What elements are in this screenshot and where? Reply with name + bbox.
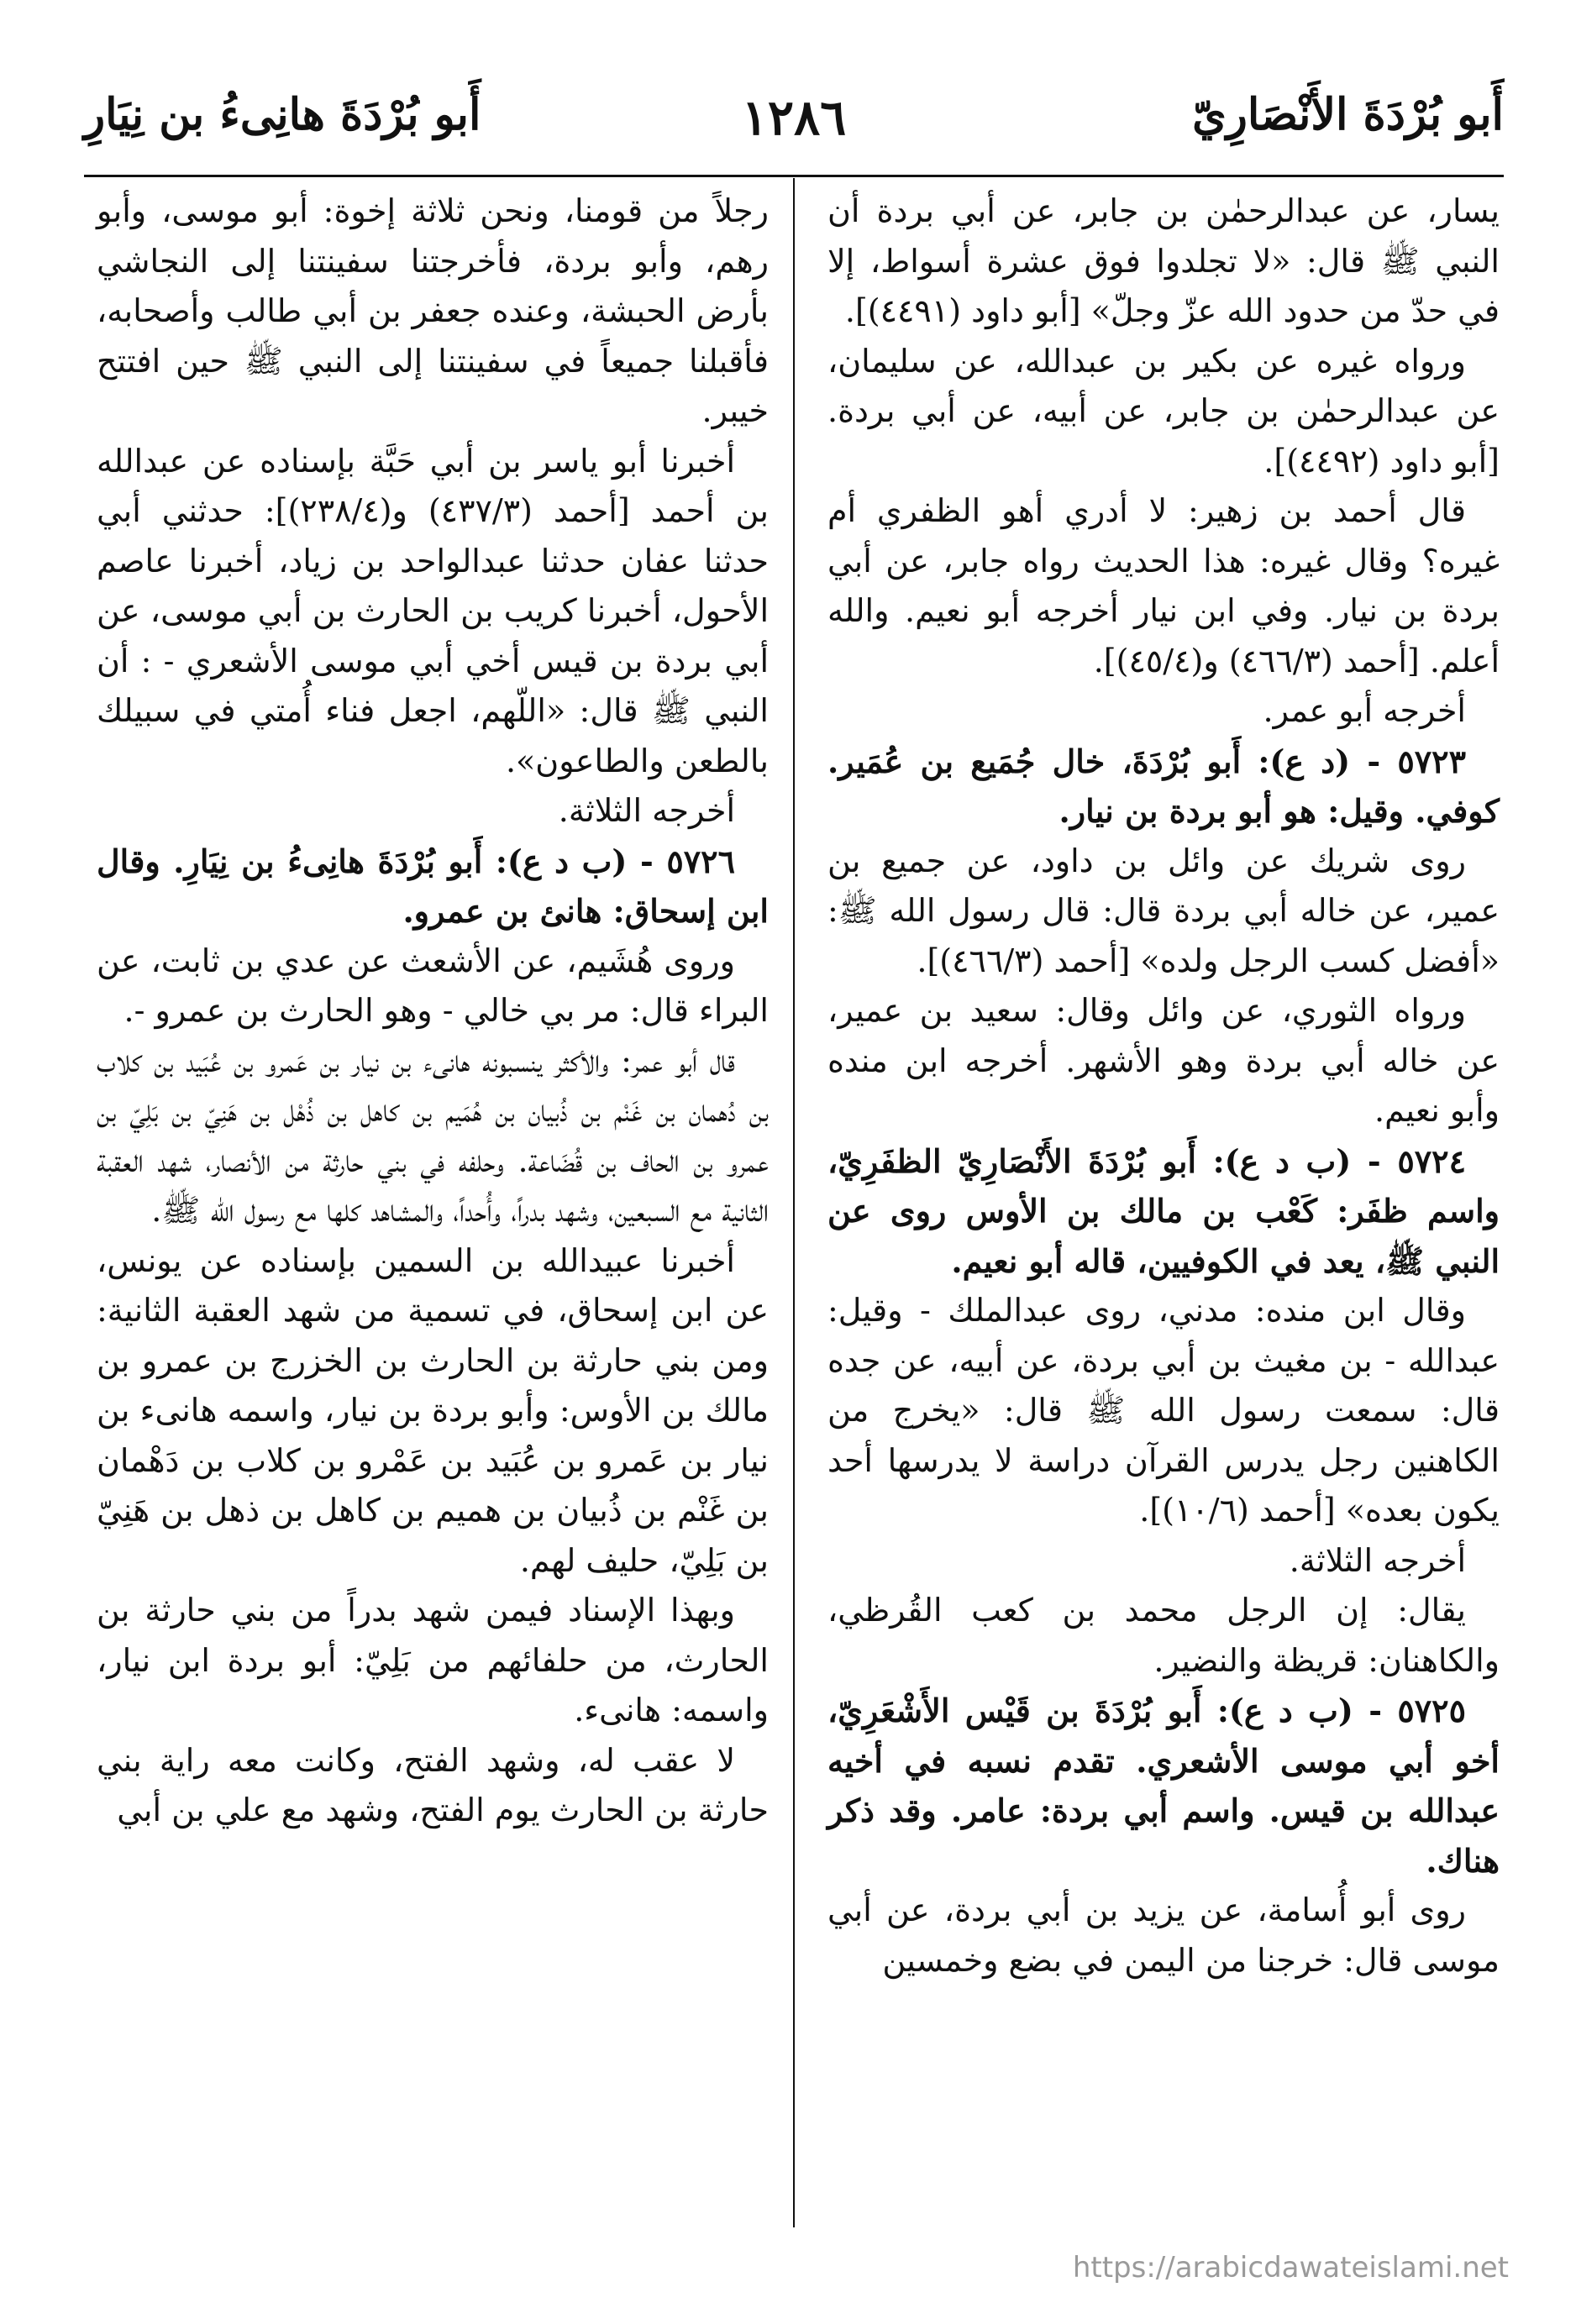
entry-heading-5726: ٥٧٢٦ - (ب د ع): أَبو بُرْدَةَ هانِىءُ بن نِيَارِ. وقال ابن إسحاق: هانئ بن عمرو. (97, 842, 769, 930)
paragraph: قال أبو عمر: والأكثر ينسبونه هانىء بن نيار بن عَمرو بن عُبَيد بن كلاب بن دُهمان بن غَنْم بن ذُبيان بن هُمَيم بن كاهل بن ذُهْل بن هَنِيّ بن بَلِيّ بن عمرو بن الحاف بن قُضَاعة. وحلفه في بني حارثة من الأنصار، شهد العقبة الثانية مع السبعين، وشهد بدراً، وأُحداً، والمشاهد كلها مع رسول الله ﷺ. (97, 1041, 769, 1229)
entry-heading-5723: ٥٧٢٣ - (د ع): أَبو بُرْدَةَ، خال جُمَيع بن عُمَير. كوفي. وقيل: هو أبو بردة بن نيار. (827, 742, 1500, 830)
paragraph: لا عقب له، وشهد الفتح، وكانت معه راية بني حارثة بن الحارث يوم الفتح، وشهد مع علي بن أبي (97, 1741, 769, 1828)
entry-heading-5724: ٥٧٢٤ - (ب د ع): أَبو بُرْدَةَ الأَنْصَارِيّ الظفَرِيّ، واسم ظفَر: كَعْب بن مالك بن الأوس روى عن النبي ﷺ، يعد في الكوفيين، قاله أبو نعيم. (827, 1141, 1500, 1280)
entry-heading-5725: ٥٧٢٥ - (ب د ع): أَبو بُرْدَةَ بن قَيْس الأَشْعَرِيّ، أخو أبي موسى الأشعري. تقدم نسبه في أخيه عبدالله بن قيس. واسم أبي بردة: عامر. وقد ذكر هناك. (827, 1692, 1500, 1880)
paragraph: روى شريك عن وائل بن داود، عن جميع بن عمير، عن خاله أبي بردة قال: قال رسول الله ﷺ: «أفضل كسب الرجل ولده» [أحمد (٤٦٦/٣)]. (827, 842, 1500, 979)
paragraph: رجلاً من قومنا، ونحن ثلاثة إخوة: أبو موسى، وأبو رهم، وأبو بردة، فأخرجتنا سفينتنا إلى النجاشي بأرض الحبشة، وعنده جعفر بن أبي طالب وأصحابه، فأقبلنا جميعاً في سفينتنا إلى النبي ﷺ حين افتتح خيبر. (97, 192, 769, 429)
left-column (97, 186, 769, 1836)
paragraph: ورواه الثوري، عن وائل وقال: سعيد بن عمير، عن خاله أبي بردة وهو الأشهر. أخرجه ابن منده وأبو نعيم. (827, 992, 1500, 1129)
paragraph: ورواه غيره عن بكير بن عبدالله، عن سليمان، عن عبدالرحمٰن بن جابر، عن أبيه، عن أبي بردة. [أبو داود (٤٤٩٢)]. (827, 342, 1500, 480)
page-number: ١٢٨٦ (741, 89, 847, 146)
paragraph: يقال: إن الرجل محمد بن كعب القُرظي، والكاهنان: قريظة والنضير. (827, 1592, 1500, 1679)
header-rule (84, 175, 1504, 177)
page-header (84, 84, 1504, 176)
paragraph: أخرجه أبو عمر. (1263, 692, 1466, 729)
running-title-left: أَبو بُرْدَةَ هانِىءُ بن نِيَارِ (84, 89, 481, 140)
watermark: https://arabicdawateislami.net (1072, 2251, 1509, 2285)
paragraph: وبهذا الإسناد فيمن شهد بدراً من بني حارثة بن الحارث، من حلفائهم من بَلِيّ: أبو بردة ابن نيار، واسمه: هانىء. (97, 1592, 769, 1729)
running-title-right: أَبو بُرْدَةَ الأَنْصَارِيّ (1192, 89, 1504, 140)
paragraph: وقال ابن منده: مدني، روى عبدالملك - وقيل: عبدالله - بن مغيث بن أبي بردة، عن أبيه، عن جده قال: سمعت رسول الله ﷺ قال: «يخرج من الكاهنين رجل يدرس القرآن دراسة لا يدرسها أحد يكون بعده» [أحمد (١٠/٦)]. (827, 1292, 1500, 1529)
paragraph: أخرجه الثلاثة. (558, 792, 735, 829)
column-divider (793, 178, 795, 2227)
paragraph: قال أحمد بن زهير: لا أدري أهو الظفري أم غيره؟ وقال غيره: هذا الحديث رواه جابر، عن أبي بردة بن نيار. وفي ابن نيار أخرجه أبو نعيم. والله أعلم. [أحمد (٤٦٦/٣) و(٤٥/٤)]. (827, 492, 1500, 679)
paragraph: أخبرنا عبيدالله بن السمين بإسناده عن يونس، عن ابن إسحاق، في تسمية من شهد العقبة الثانية: ومن بني حارثة بن الحارث بن الخزرج بن عمرو بن مالك بن الأوس: وأبو بردة بن نيار، واسمه هانىء بن نيار بن عَمرو بن عُبَيد بن عَمْرو بن كلاب بن دَهْمان بن غَنْم بن ذُبيان بن هميم بن كاهل بن ذهل بن هَنِيّ بن بَلِيّ، حليف لهم. (97, 1241, 770, 1579)
paragraph: يسار، عن عبدالرحمٰن بن جابر، عن أبي بردة أن النبي ﷺ قال: «لا تجلدوا فوق عشرة أسواط، إلا في حدّ من حدود الله عزّ وجلّ» [أبو داود (٤٤٩١)]. (827, 192, 1500, 329)
paragraph: أخبرنا أبو ياسر بن أبي حَبَّة بإسناده عن عبدالله بن أحمد [أحمد (٤٣٧/٣) و(٢٣٨/٤)]: حدثني أبي حدثنا عفان حدثنا عبدالواحد بن زياد، أخبرنا عاصم الأحول، أخبرنا كريب بن الحارث بن أبي موسى، عن أبي بردة بن قيس أخي أبي موسى الأشعري - : أن النبي ﷺ قال: «اللّهم، اجعل فناء أُمتي في سبيلك بالطعن والطاعون». (97, 442, 769, 779)
paragraph: وروى هُشَيم، عن الأشعث عن عدي بن ثابت، عن البراء قال: مر بي خالي - وهو الحارث بن عمرو -. (97, 942, 769, 1029)
paragraph: أخرجه الثلاثة. (1289, 1541, 1466, 1579)
paragraph: روى أبو أُسامة، عن يزيد بن أبي بردة، عن أبي موسى قال: خرجنا من اليمن في بضع وخمسين (827, 1891, 1500, 1979)
right-column (827, 186, 1500, 1986)
